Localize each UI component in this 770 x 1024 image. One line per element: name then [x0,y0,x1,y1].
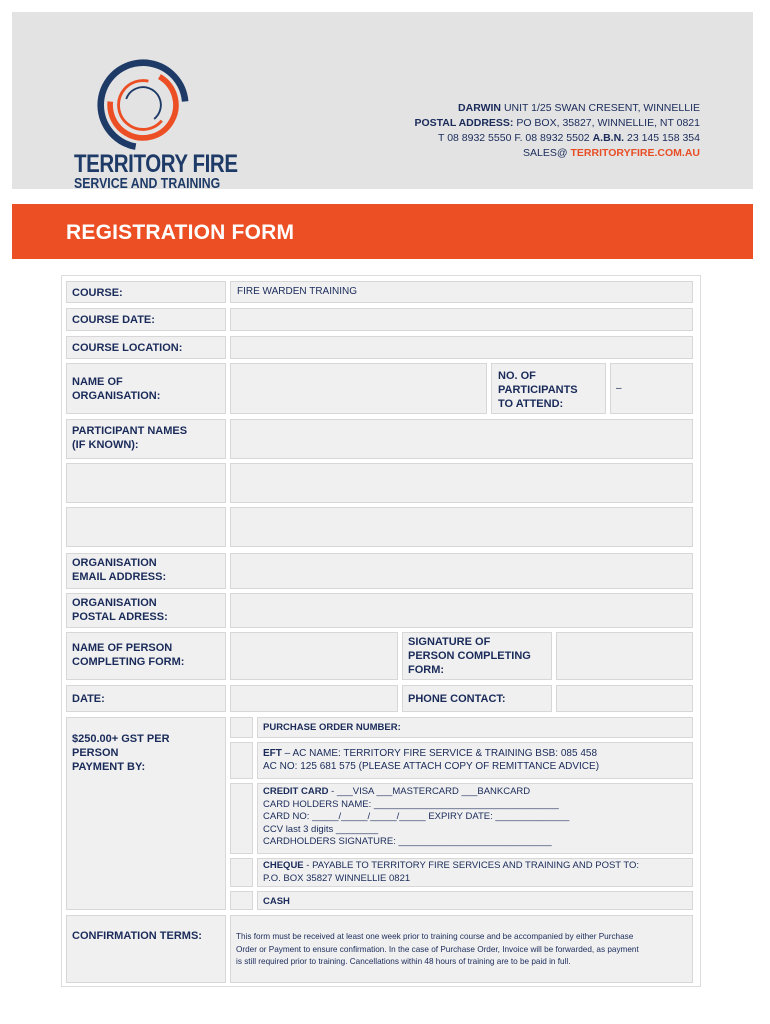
credit-card-text: CREDIT CARD - ___VISA ___MASTERCARD ___BANKCARD CARD HOLDERS NAME: ___________________________________ CARD NO: _____/_____/_____/_____ EXPIRY DATE: ______________ CCV last 3 digits ________ CARDHOLDERS SIGNATURE: _____________________________ [263,786,570,848]
cash-option [257,891,693,910]
cheque-text: CHEQUE - PAYABLE TO TERRITORY FIRE SERVICES AND TRAINING AND POST TO: P.O. BOX 35827 WINNELLIE 0821 [263,860,640,884]
contact-block [414,101,700,161]
postal-label: ORGANISATION POSTAL ADRESS: [72,597,168,623]
cash-label: CASH [263,896,290,907]
participants-value: – [616,383,622,394]
flame-ring-icon [96,58,190,152]
phone-field[interactable] [556,685,693,712]
participant-names-spacer-2 [66,507,226,547]
postal-field[interactable] [230,593,693,628]
logo-subtitle: SERVICE AND TRAINING [74,175,221,192]
cheque-checkbox[interactable] [230,858,253,887]
address-line-darwin: DARWIN UNIT 1/25 SWAN CRESENT, WINNELLIE [458,102,700,114]
terms-label-cell [66,915,226,983]
address-line-phone: T 08 8932 5550 F. 08 8932 5502 A.B.N. 23 145 158 354 [438,132,700,144]
course-location-label: COURSE LOCATION: [72,342,183,354]
territory-fire-logo [74,58,238,192]
phone-label: PHONE CONTACT: [408,693,506,705]
title-banner [12,204,753,259]
address-line-sales: SALES@ TERRITORYFIRE.COM.AU [523,147,700,159]
participant-names-field-1[interactable] [230,419,693,459]
sales-link[interactable]: TERRITORYFIRE.COM.AU [570,147,700,159]
organisation-field[interactable] [230,363,487,414]
po-label: PURCHASE ORDER NUMBER: [263,722,401,733]
signature-field[interactable] [556,632,693,680]
participant-names-field-2[interactable] [230,463,693,503]
letterhead [12,12,753,192]
logo-title: TERRITORY FIRE [74,150,238,178]
payment-label: $250.00+ GST PER PERSON PAYMENT BY: [72,733,170,773]
po-checkbox[interactable] [230,717,253,738]
course-location-field[interactable] [230,336,693,359]
participants-label: NO. OF PARTICIPANTS TO ATTEND: [498,370,578,410]
organisation-label: NAME OF ORGANISATION: [72,376,161,402]
date-label: DATE: [72,693,105,705]
credit-card-checkbox[interactable] [230,783,253,854]
participant-names-spacer-1 [66,463,226,503]
address-line-postal: POSTAL ADDRESS: PO BOX, 35827, WINNELLIE, NT 0821 [414,117,700,129]
email-label: ORGANISATION EMAIL ADDRESS: [72,557,167,583]
cash-checkbox[interactable] [230,891,253,910]
signature-label: SIGNATURE OF PERSON COMPLETING FORM: [408,636,531,676]
course-label: COURSE: [72,287,123,299]
eft-checkbox[interactable] [230,742,253,779]
email-field[interactable] [230,553,693,589]
course-date-field[interactable] [230,308,693,331]
terms-text: This form must be received at least one week prior to training course and be accompanied by either Purchase Order or Payment to ensure confirmation. In the case of Purchase Order, Invoice will be forwarded, as payment is still required prior to training. Cancellations within 48 hours of training are to be paid in full. [236,932,639,966]
page-title: REGISTRATION FORM [66,221,295,244]
course-date-label: COURSE DATE: [72,314,155,326]
person-label: NAME OF PERSON COMPLETING FORM: [72,642,185,668]
course-value: FIRE WARDEN TRAINING [237,286,358,297]
person-field[interactable] [230,632,398,680]
eft-text: EFT – AC NAME: TERRITORY FIRE SERVICE & TRAINING BSB: 085 458 AC NO: 125 681 575 (PLEASE ATTACH COPY OF REMITTANCE ADVICE) [263,748,600,772]
participant-names-label: PARTICIPANT NAMES (IF KNOWN): [72,425,188,451]
date-field[interactable] [230,685,398,712]
terms-label: CONFIRMATION TERMS: [72,930,202,942]
participant-names-field-3[interactable] [230,507,693,547]
participants-field[interactable] [610,363,693,414]
